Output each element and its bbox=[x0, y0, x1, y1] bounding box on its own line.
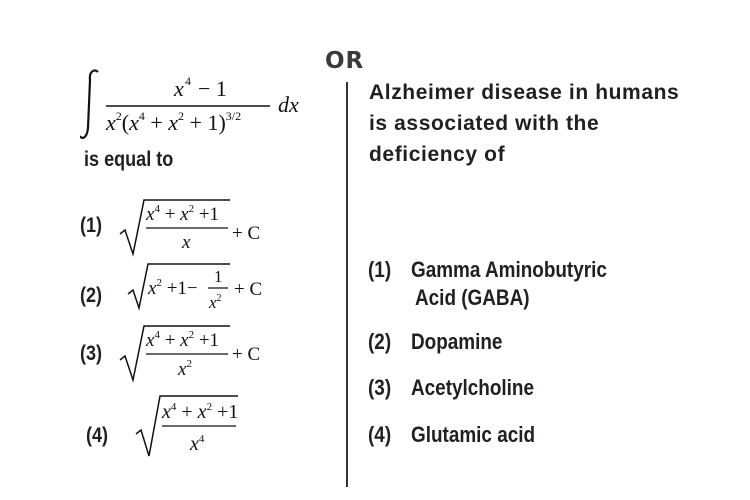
svg-text:x4 + x2 +1: $x^4 + x^2 +1$ bbox=[162, 401, 239, 423]
numerator-exp: 4 bbox=[185, 74, 191, 88]
right-option-4-text: Glutamic acid bbox=[411, 422, 536, 447]
question-line-1: Alzheimer disease in humans bbox=[369, 81, 680, 104]
svg-text:+ C: + C bbox=[232, 223, 261, 244]
right-option-3-number: (3) bbox=[368, 375, 392, 400]
svg-text:x2 +1−: $x^2 +1-$ bbox=[148, 277, 198, 299]
right-option-1-number: (1) bbox=[368, 257, 392, 282]
question-line-2: is associated with the bbox=[369, 112, 600, 135]
right-option-1-text-line1: Gamma Aminobutyric bbox=[411, 257, 607, 282]
integral-expression bbox=[80, 68, 320, 148]
left-option-2-expression bbox=[126, 256, 286, 316]
right-option-2-number: (2) bbox=[368, 329, 392, 354]
svg-text:+ C: + C bbox=[232, 344, 261, 365]
svg-text:x: x bbox=[182, 232, 191, 253]
differential: dx bbox=[278, 92, 299, 117]
or-separator: OR bbox=[325, 48, 365, 74]
svg-text:x2: $x^2$ bbox=[209, 293, 222, 312]
right-option-4-number: (4) bbox=[368, 422, 392, 447]
left-option-3-number: (3) bbox=[80, 342, 103, 365]
left-option-4-expression bbox=[134, 392, 254, 462]
numerator-rest: − 1 bbox=[198, 76, 227, 101]
right-question-text bbox=[369, 77, 679, 170]
left-option-4-number: (4) bbox=[86, 424, 109, 447]
svg-text:x4: $x^4$ bbox=[190, 433, 205, 455]
svg-text:+ C: + C bbox=[234, 279, 263, 300]
svg-text:x2: $x^2$ bbox=[178, 358, 192, 380]
column-divider bbox=[346, 82, 348, 487]
is-equal-to-text: is equal to bbox=[84, 148, 174, 171]
right-option-3-text: Acetylcholine bbox=[411, 375, 535, 400]
left-option-3-expression bbox=[118, 322, 278, 384]
integral-sign bbox=[80, 70, 98, 138]
question-line-3: deficiency of bbox=[369, 143, 506, 166]
svg-text:x4 + x2 +1: $x^4 + x^2 +1$ bbox=[146, 203, 220, 225]
right-option-1-text-line2: Acid (GABA) bbox=[415, 285, 530, 310]
left-option-2-number: (2) bbox=[80, 284, 103, 307]
denominator: $x^2(x^4 + x^2 + 1)^{3/2}$ bbox=[106, 109, 242, 135]
svg-text:1: 1 bbox=[214, 267, 223, 286]
right-option-2-text: Dopamine bbox=[411, 329, 503, 354]
left-option-1-number: (1) bbox=[80, 214, 103, 237]
svg-text:x4 + x2 +1: $x^4 + x^2 +1$ bbox=[146, 329, 220, 351]
left-option-1-expression bbox=[118, 196, 278, 258]
numerator-x: x bbox=[174, 76, 184, 101]
